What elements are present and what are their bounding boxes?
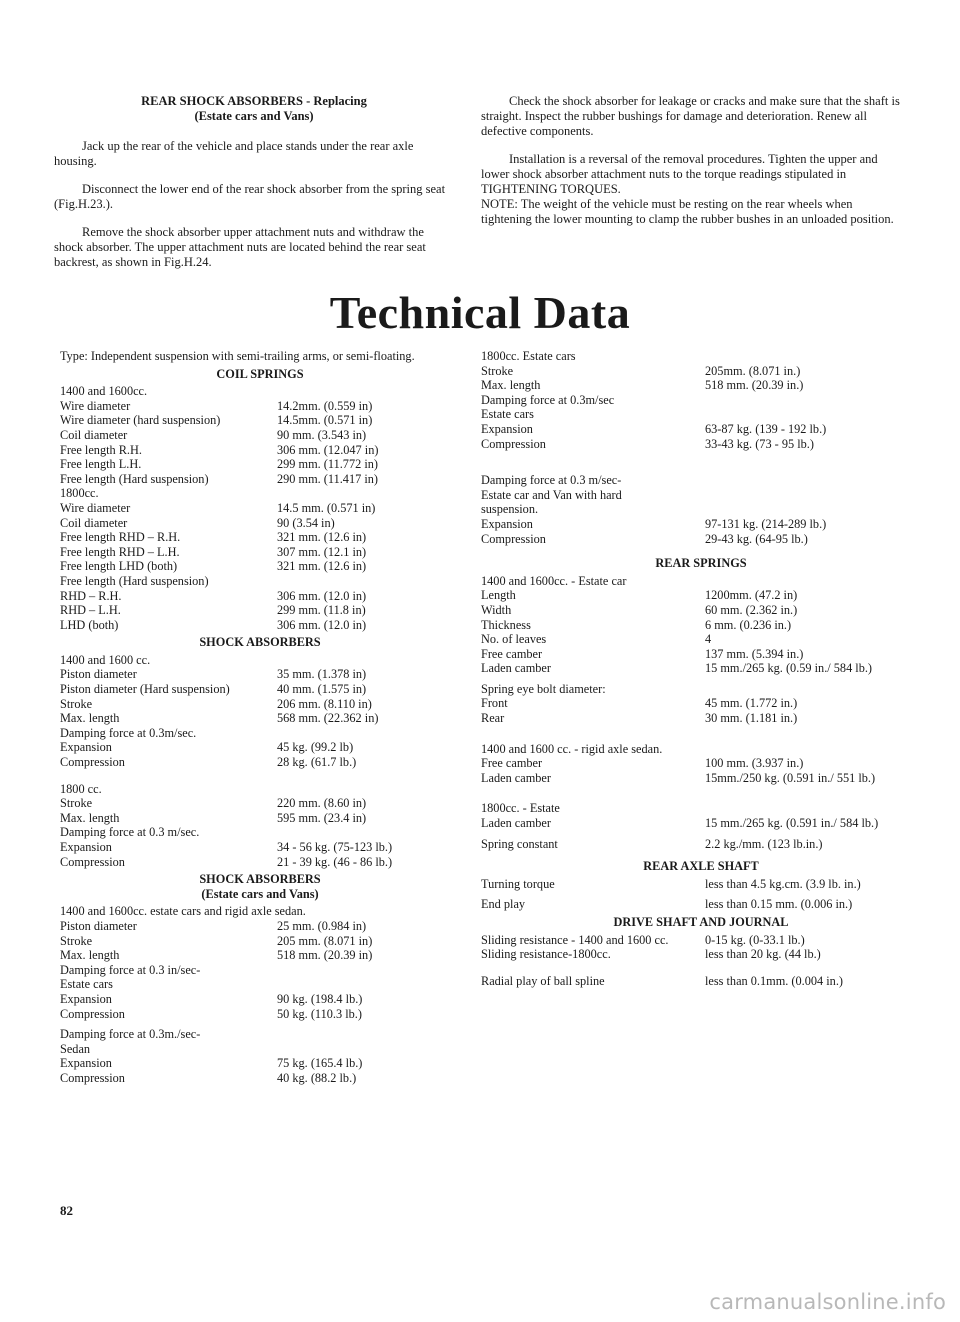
spec-row xyxy=(60,530,460,545)
spec-list xyxy=(60,796,460,825)
spec-row xyxy=(60,755,460,770)
spec-label: Expansion xyxy=(60,991,112,1006)
spec-row xyxy=(60,796,460,811)
spec-row xyxy=(481,947,921,962)
spec-label: Piston diameter xyxy=(60,667,137,682)
spec-value: 75 kg. (165.4 lb.) xyxy=(277,1056,363,1071)
subheading: Damping force at 0.3m/sec xyxy=(481,392,615,407)
spec-list xyxy=(481,422,921,451)
spec-label: Piston diameter (Hard suspension) xyxy=(60,682,230,697)
spec-label: Stroke xyxy=(60,696,93,711)
spec-value: 290 mm. (11.417 in) xyxy=(277,471,378,486)
spec-value: 35 mm. (1.378 in) xyxy=(277,667,367,682)
spec-row xyxy=(60,559,460,574)
spec-value: less than 4.5 kg.cm. (3.9 lb. in.) xyxy=(705,876,861,891)
spec-label: Free length L.H. xyxy=(60,457,142,472)
intro-right xyxy=(481,94,901,240)
spec-row xyxy=(60,934,460,949)
spec-row xyxy=(60,399,460,414)
paragraph: Check the shock absorber for leakage or cracks and make sure that the shaft is straight. Inspect the rubber bushings for damage and deterioration. Renew all defective components. xyxy=(481,94,900,138)
spec-value: 40 mm. (1.575 in) xyxy=(277,682,367,697)
type-line: Type: Independent suspension with semi-trailing arms, or semi-floating. xyxy=(60,349,415,363)
spec-label: Max. length xyxy=(481,378,541,393)
spec-label: Wire diameter xyxy=(60,398,131,413)
spec-list xyxy=(60,589,460,633)
subheading: 1800cc. Estate cars xyxy=(481,349,576,363)
spec-value: 15 mm./265 kg. (0.59 in./ 584 lb.) xyxy=(705,661,873,676)
spec-list xyxy=(481,974,921,989)
spec-label: Expansion xyxy=(60,740,112,755)
spec-list xyxy=(481,364,921,393)
spec-row xyxy=(60,667,460,682)
spec-label: Coil diameter xyxy=(60,427,128,442)
spec-list xyxy=(60,667,460,725)
spec-row xyxy=(481,837,921,852)
spec-value: 137 mm. (5.394 in.) xyxy=(705,646,804,661)
spec-row xyxy=(481,933,921,948)
spec-label: Wire diameter (hard suspension) xyxy=(60,413,221,428)
spec-value: 29-43 kg. (64-95 lb.) xyxy=(705,531,808,546)
subheading: 1400 and 1600 cc. xyxy=(60,652,151,667)
spec-row xyxy=(481,588,921,603)
subheading: Spring eye bolt diameter: xyxy=(481,681,606,696)
section-heading: SHOCK ABSORBERS xyxy=(199,635,321,650)
spec-value: 205mm. (8.071 in.) xyxy=(705,363,801,378)
spec-label: Max. length xyxy=(60,948,120,963)
spec-row xyxy=(60,740,460,755)
spec-value: 60 mm. (2.362 in.) xyxy=(705,602,798,617)
spec-label: Expansion xyxy=(60,840,112,854)
spec-row xyxy=(60,840,460,855)
spec-label: Front xyxy=(481,696,508,711)
section-heading: DRIVE SHAFT AND JOURNAL xyxy=(613,915,789,929)
spec-row xyxy=(60,992,460,1007)
spec-row xyxy=(481,816,921,831)
spec-row xyxy=(481,632,921,647)
spec-value: 306 mm. (12.0 in) xyxy=(277,588,367,603)
spec-list xyxy=(481,877,921,912)
spec-label: Laden camber xyxy=(481,661,551,676)
section-heading: REAR SHOCK ABSORBERS - Replacing xyxy=(141,94,367,108)
spec-row xyxy=(481,877,921,892)
spec-row xyxy=(481,897,921,912)
section-heading: REAR AXLE SHAFT xyxy=(643,859,759,874)
spec-row xyxy=(60,501,460,516)
spec-row xyxy=(481,364,921,379)
spec-value: 90 (3.54 in) xyxy=(277,515,335,530)
spec-label: Width xyxy=(481,602,512,617)
spec-label: Free length R.H. xyxy=(60,442,142,457)
spec-row xyxy=(481,422,921,437)
spec-value: 30 mm. (1.181 in.) xyxy=(705,711,798,726)
spec-value: 100 mm. (3.937 in.) xyxy=(705,756,804,771)
spec-row xyxy=(60,1056,460,1071)
spec-label: Radial play of ball spline xyxy=(481,973,605,988)
spec-label: Piston diameter xyxy=(60,918,137,933)
spec-label: Thickness xyxy=(481,617,531,632)
spec-value: 206 mm. (8.110 in) xyxy=(277,696,372,711)
subheading: Damping force at 0.3 m/sec. xyxy=(60,825,200,840)
spec-label: Laden camber xyxy=(481,816,551,831)
spec-label: Sliding resistance - 1400 and 1600 cc. xyxy=(481,932,669,947)
spec-row xyxy=(60,516,460,531)
spec-row xyxy=(60,472,460,487)
spec-list xyxy=(481,816,921,831)
spec-row xyxy=(60,697,460,712)
subheading: Estate cars xyxy=(481,407,534,422)
spec-value: 0-15 kg. (0-33.1 lb.) xyxy=(705,932,805,947)
spec-row xyxy=(481,603,921,618)
spec-value: less than 0.1mm. (0.004 in.) xyxy=(705,973,843,988)
subheading: 1400 and 1600 cc. - rigid axle sedan. xyxy=(481,741,663,756)
spec-list xyxy=(60,840,460,869)
paragraph: Installation is a reversal of the removal procedures. Tighten the upper and lower shock absorber attachment nuts to the torque readings stipulated in TIGHTENING TORQUES. xyxy=(481,152,878,196)
spec-value: 97-131 kg. (214-289 lb.) xyxy=(705,516,827,531)
spec-row xyxy=(481,696,921,711)
spec-row xyxy=(481,532,921,547)
spec-row xyxy=(60,1007,460,1022)
subheading: Sedan xyxy=(60,1041,91,1056)
spec-label: Free camber xyxy=(481,646,543,661)
spec-label: Max. length xyxy=(60,711,120,726)
spec-value: less than 20 kg. (44 lb.) xyxy=(705,947,821,962)
spec-row xyxy=(481,647,921,662)
spec-value: 2.2 kg./mm. (123 lb.in.) xyxy=(705,836,823,851)
spec-label: Free length (Hard suspension) xyxy=(60,471,209,486)
spec-value: 205 mm. (8.071 in) xyxy=(277,933,373,948)
spec-row xyxy=(481,517,921,532)
spec-label: Expansion xyxy=(481,516,533,531)
spec-label: Compression xyxy=(60,1006,125,1021)
spec-label: Free camber xyxy=(481,756,543,771)
spec-row xyxy=(481,771,921,786)
spec-value: 14.5mm. (0.571 in) xyxy=(277,413,373,428)
spec-label: Compression xyxy=(60,755,125,770)
spec-label: RHD – R.H. xyxy=(60,588,122,603)
spec-label: Laden camber xyxy=(481,770,551,785)
spec-row xyxy=(60,618,460,633)
spec-row xyxy=(60,948,460,963)
spec-row xyxy=(60,589,460,604)
spec-label: Compression xyxy=(481,531,546,546)
paragraph: NOTE: The weight of the vehicle must be resting on the rear wheels when tightening the lower mounting to clamp the rubber bushes in an unloaded position. xyxy=(481,197,894,226)
spec-value: 25 mm. (0.984 in) xyxy=(277,918,367,933)
spec-label: Compression xyxy=(60,1070,125,1085)
spec-row xyxy=(60,682,460,697)
spec-value: 14.5 mm. (0.571 in) xyxy=(277,500,376,515)
spec-value: 518 mm. (20.39 in.) xyxy=(705,378,804,393)
spec-row xyxy=(60,457,460,472)
spec-row xyxy=(60,443,460,458)
spec-value: 14.2mm. (0.559 in) xyxy=(277,398,373,413)
spec-row xyxy=(481,974,921,989)
spec-list xyxy=(481,933,921,962)
spec-value: 4 xyxy=(705,632,712,647)
spec-value: 40 kg. (88.2 lb.) xyxy=(277,1070,357,1085)
intro-left xyxy=(54,94,454,283)
spec-value: 306 mm. (12.047 in) xyxy=(277,442,379,457)
spec-value: 518 mm. (20.39 in) xyxy=(277,948,373,963)
spec-label: Coil diameter xyxy=(60,515,128,530)
spec-label: Free length LHD (both) xyxy=(60,559,178,574)
subheading: suspension. xyxy=(481,502,539,517)
subheading: 1800cc. xyxy=(60,486,99,501)
spec-value: 299 mm. (11.772 in) xyxy=(277,457,378,472)
spec-list xyxy=(481,756,921,785)
spec-row xyxy=(60,919,460,934)
spec-row xyxy=(60,1071,460,1086)
spec-value: 6 mm. (0.236 in.) xyxy=(705,617,792,632)
spec-label: Free length RHD – R.H. xyxy=(60,530,181,545)
spec-value: 45 kg. (99.2 lb) xyxy=(277,740,354,755)
spec-row xyxy=(60,811,460,826)
spec-list xyxy=(60,740,460,769)
spec-value: 306 mm. (12.0 in) xyxy=(277,617,367,632)
spec-label: Stroke xyxy=(60,933,93,948)
spec-value: 220 mm. (8.60 in) xyxy=(277,796,367,811)
page-title: Technical Data xyxy=(329,287,631,338)
spec-value: 90 kg. (198.4 lb.) xyxy=(277,991,363,1006)
spec-label: Wire diameter xyxy=(60,500,131,515)
spec-list xyxy=(60,992,460,1021)
spec-row xyxy=(60,413,460,428)
spec-label: No. of leaves xyxy=(481,632,547,647)
spec-label: Compression xyxy=(60,854,125,869)
subheading: Free length (Hard suspension) xyxy=(60,573,209,588)
spec-row xyxy=(481,437,921,452)
watermark: carmanualsonline.info xyxy=(709,1290,946,1314)
spec-list xyxy=(481,588,921,676)
subheading: Damping force at 0.3 in/sec- xyxy=(60,962,201,977)
spec-list xyxy=(60,919,460,963)
spec-value: 321 mm. (12.6 in) xyxy=(277,530,367,545)
spec-label: Stroke xyxy=(60,796,93,811)
subheading: 1800 cc. xyxy=(60,781,102,796)
section-heading: REAR SPRINGS xyxy=(655,556,747,571)
spec-label: Spring constant xyxy=(481,836,558,851)
subheading: 1400 and 1600cc. xyxy=(60,384,148,399)
subheading: 1800cc. - Estate xyxy=(481,801,560,816)
subheading: Damping force at 0.3m/sec. xyxy=(60,725,197,740)
spec-row xyxy=(60,428,460,443)
section-subheading: (Estate cars and Vans) xyxy=(194,109,314,123)
spec-row xyxy=(60,603,460,618)
spec-label: Length xyxy=(481,588,516,603)
spec-label: Free length RHD – L.H. xyxy=(60,544,180,559)
spec-value: 90 mm. (3.543 in) xyxy=(277,427,367,442)
spec-label: LHD (both) xyxy=(60,617,119,632)
paragraph: Jack up the rear of the vehicle and place stands under the rear axle housing. xyxy=(54,139,414,168)
spec-value: 321 mm. (12.6 in) xyxy=(277,559,367,574)
subheading: Estate car and Van with hard xyxy=(481,487,622,502)
spec-row xyxy=(481,378,921,393)
spec-list xyxy=(481,517,921,546)
spec-value: 45 mm. (1.772 in.) xyxy=(705,696,798,711)
section-subheading: (Estate cars and Vans) xyxy=(201,886,319,901)
spec-list xyxy=(481,696,921,725)
spec-value: 34 - 56 kg. (75-123 lb.) xyxy=(277,840,393,854)
spec-value: 568 mm. (22.362 in) xyxy=(277,711,379,726)
spec-value: 21 - 39 kg. (46 - 86 lb.) xyxy=(277,854,393,869)
spec-list xyxy=(60,399,460,487)
subheading: 1400 and 1600cc. - Estate car xyxy=(481,573,627,588)
spec-label: Rear xyxy=(481,711,505,726)
spec-value: 15mm./250 kg. (0.591 in./ 551 lb.) xyxy=(705,770,876,785)
spec-row xyxy=(60,711,460,726)
spec-value: 15 mm./265 kg. (0.591 in./ 584 lb.) xyxy=(705,816,879,831)
left-data-column xyxy=(60,349,460,1086)
spec-value: less than 0.15 mm. (0.006 in.) xyxy=(705,897,853,912)
right-data-column xyxy=(481,349,921,988)
spec-label: Stroke xyxy=(481,363,514,378)
subheading: Damping force at 0.3 m/sec- xyxy=(481,473,622,488)
subheading: Damping force at 0.3m./sec- xyxy=(60,1027,201,1042)
spec-row xyxy=(481,756,921,771)
spec-label: End play xyxy=(481,897,526,912)
spec-list xyxy=(481,837,921,852)
subheading: 1400 and 1600cc. estate cars and rigid axle sedan. xyxy=(60,904,306,919)
spec-label: Compression xyxy=(481,436,546,451)
subheading: Estate cars xyxy=(60,977,113,992)
spec-row xyxy=(60,855,460,870)
spec-value: 63-87 kg. (139 - 192 lb.) xyxy=(705,421,827,436)
spec-value: 1200mm. (47.2 in) xyxy=(705,588,798,603)
spec-row xyxy=(481,711,921,726)
page-number: 82 xyxy=(60,1203,73,1218)
spec-label: Max. length xyxy=(60,810,120,825)
spec-value: 595 mm. (23.4 in) xyxy=(277,810,367,825)
spec-row xyxy=(481,618,921,633)
spec-row xyxy=(60,545,460,560)
spec-list xyxy=(60,1056,460,1085)
spec-value: 50 kg. (110.3 lb.) xyxy=(277,1006,362,1021)
spec-label: Sliding resistance-1800cc. xyxy=(481,947,611,962)
spec-list xyxy=(60,501,460,574)
spec-row xyxy=(481,661,921,676)
spec-value: 307 mm. (12.1 in) xyxy=(277,544,367,559)
spec-value: 33-43 kg. (73 - 95 lb.) xyxy=(705,436,814,451)
spec-label: Turning torque xyxy=(481,876,555,891)
section-heading: COIL SPRINGS xyxy=(216,366,304,381)
paragraph: Remove the shock absorber upper attachment nuts and withdraw the shock absorber. The upper attachment nuts are located behind the rear seat backrest, as shown in Fig.H.24. xyxy=(54,225,426,269)
paragraph: Disconnect the lower end of the rear shock absorber from the spring seat (Fig.H.23.). xyxy=(54,182,446,211)
section-heading: SHOCK ABSORBERS xyxy=(199,872,321,887)
spec-label: Expansion xyxy=(60,1056,112,1071)
spec-label: Expansion xyxy=(481,421,533,436)
spec-value: 299 mm. (11.8 in) xyxy=(277,603,366,618)
spec-label: RHD – L.H. xyxy=(60,603,121,618)
spec-value: 28 kg. (61.7 lb.) xyxy=(277,755,357,770)
